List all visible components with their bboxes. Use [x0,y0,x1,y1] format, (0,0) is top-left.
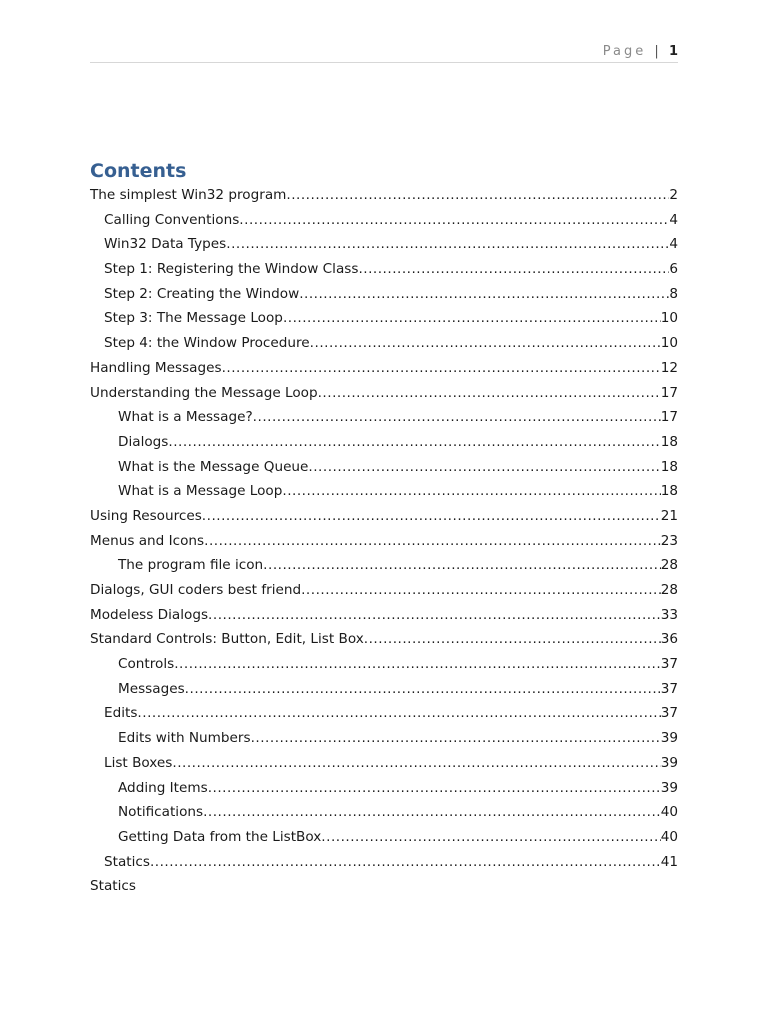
toc-entry-label: Standard Controls: Button, Edit, List Box [90,631,364,648]
toc-entry-page: 23 [660,532,678,549]
toc-dot-leader [310,331,661,356]
toc-dot-leader [168,430,660,455]
toc-entry-label: What is the Message Queue [118,458,309,475]
toc-entry[interactable] [90,578,678,603]
toc-entry-page: 18 [660,458,678,475]
toc-entry-page: 8 [669,285,678,302]
toc-entry[interactable] [90,306,678,331]
toc-entry[interactable] [90,603,678,628]
toc-entry-page: 39 [660,730,678,747]
toc-dot-leader [208,603,661,628]
toc-entry[interactable] [90,529,678,554]
toc-entry-page: 28 [660,557,678,574]
toc-entry-page: 6 [669,261,678,278]
table-of-contents [90,183,678,899]
toc-entry-label: What is a Message? [118,409,253,426]
toc-entry[interactable] [90,430,678,455]
toc-dot-leader [137,701,660,726]
toc-entry-label: Edits with Numbers [118,730,251,747]
trailing-text: Statics [90,878,136,895]
toc-entry-label: What is a Message Loop [118,483,283,500]
toc-entry-label: Step 4: the Window Procedure [104,335,310,352]
toc-entry-page: 33 [660,606,678,623]
toc-dot-leader [282,479,660,504]
toc-entry-label: Step 1: Registering the Window Class [104,261,359,278]
toc-entry[interactable] [90,504,678,529]
contents-heading: Contents [90,160,187,182]
toc-dot-leader [226,232,669,257]
toc-entry[interactable] [90,257,678,282]
toc-entry-page: 39 [660,779,678,796]
toc-dot-leader [204,529,661,554]
toc-entry[interactable] [90,183,678,208]
toc-entry[interactable] [90,751,678,776]
toc-entry-page: 10 [660,335,678,352]
toc-dot-leader [222,356,661,381]
toc-dot-leader [286,183,669,208]
toc-entry-page: 37 [660,705,678,722]
toc-entry-label: Handling Messages [90,359,222,376]
toc-entry[interactable] [90,208,678,233]
toc-entry-page: 4 [669,211,678,228]
toc-dot-leader [239,208,669,233]
toc-entry[interactable] [90,726,678,751]
toc-dot-leader [318,381,661,406]
toc-dot-leader [150,850,661,875]
toc-entry-page: 37 [660,680,678,697]
toc-entry-page: 21 [660,507,678,524]
toc-entry-page: 36 [660,631,678,648]
toc-entry[interactable] [90,381,678,406]
toc-dot-leader [251,726,661,751]
toc-entry-label: Controls [118,656,175,673]
toc-entry[interactable] [90,627,678,652]
toc-entry-label: The simplest Win32 program [90,187,287,203]
toc-entry[interactable] [90,282,678,307]
toc-entry-label: Step 2: Creating the Window [104,285,300,302]
toc-dot-leader [263,553,661,578]
toc-entry-label: Edits [104,705,138,722]
toc-entry-label: Adding Items [118,779,208,796]
toc-entry-page: 41 [660,853,678,870]
toc-entry-label: The program file icon [118,557,264,574]
toc-entry-label: Menus and Icons [90,532,205,549]
toc-dot-leader [208,776,661,801]
toc-entry[interactable] [90,553,678,578]
page-header [603,44,678,59]
header-rule [90,62,678,63]
toc-dot-leader [358,257,669,282]
toc-dot-leader [172,751,660,776]
toc-entry-page: 4 [669,236,678,253]
toc-entry-label: List Boxes [104,754,173,771]
toc-entry[interactable] [90,405,678,430]
toc-entry-page: 40 [660,828,678,845]
page-number: 1 [668,44,678,59]
toc-entry-page: 37 [660,656,678,673]
header-separator: | [654,44,659,59]
toc-dot-leader [299,282,669,307]
toc-entry[interactable] [90,331,678,356]
toc-entry-page: 18 [660,483,678,500]
toc-entry[interactable] [90,825,678,850]
toc-dot-leader [301,578,661,603]
page-word: Page [602,44,647,59]
toc-entry[interactable] [90,800,678,825]
toc-entry-page: 2 [669,187,678,203]
toc-entry[interactable] [90,701,678,726]
toc-dot-leader [321,825,660,850]
toc-entry-label: Understanding the Message Loop [90,384,318,401]
toc-entry-label: Calling Conventions [104,211,240,228]
toc-dot-leader [174,652,660,677]
toc-entry-page: 28 [660,582,678,598]
toc-dot-leader [185,677,661,702]
toc-entry[interactable] [90,232,678,257]
toc-entry-label: Win32 Data Types [104,236,227,253]
toc-dot-leader [203,800,661,825]
toc-entry-label: Getting Data from the ListBox [118,828,322,845]
toc-entry-label: Step 3: The Message Loop [104,310,283,327]
toc-dot-leader [364,627,661,652]
toc-entry-label: Messages [118,680,185,697]
toc-entry[interactable] [90,677,678,702]
toc-entry-page: 10 [660,310,678,327]
toc-dot-leader [308,455,660,480]
toc-dot-leader [283,306,661,331]
toc-entry-label: Notifications [118,804,204,821]
toc-entry-page: 17 [660,384,678,401]
toc-entry[interactable] [90,652,678,677]
toc-entry[interactable] [90,776,678,801]
toc-entry-label: Dialogs [118,433,169,450]
toc-entry-page: 40 [660,804,678,821]
toc-entry-page: 12 [660,359,678,376]
toc-entry-label: Statics [104,853,150,870]
toc-entry-page: 18 [660,433,678,450]
toc-dot-leader [202,504,661,529]
toc-entry-page: 39 [660,754,678,771]
toc-entry[interactable] [90,356,678,381]
toc-entry[interactable] [90,479,678,504]
toc-entry-page: 17 [660,409,678,426]
toc-dot-leader [253,405,661,430]
toc-entry-label: Using Resources [90,507,202,524]
toc-entry[interactable] [90,850,678,875]
toc-entry-label: Dialogs, GUI coders best friend [90,582,302,598]
toc-entry-label: Modeless Dialogs [90,606,209,623]
toc-entry[interactable] [90,455,678,480]
